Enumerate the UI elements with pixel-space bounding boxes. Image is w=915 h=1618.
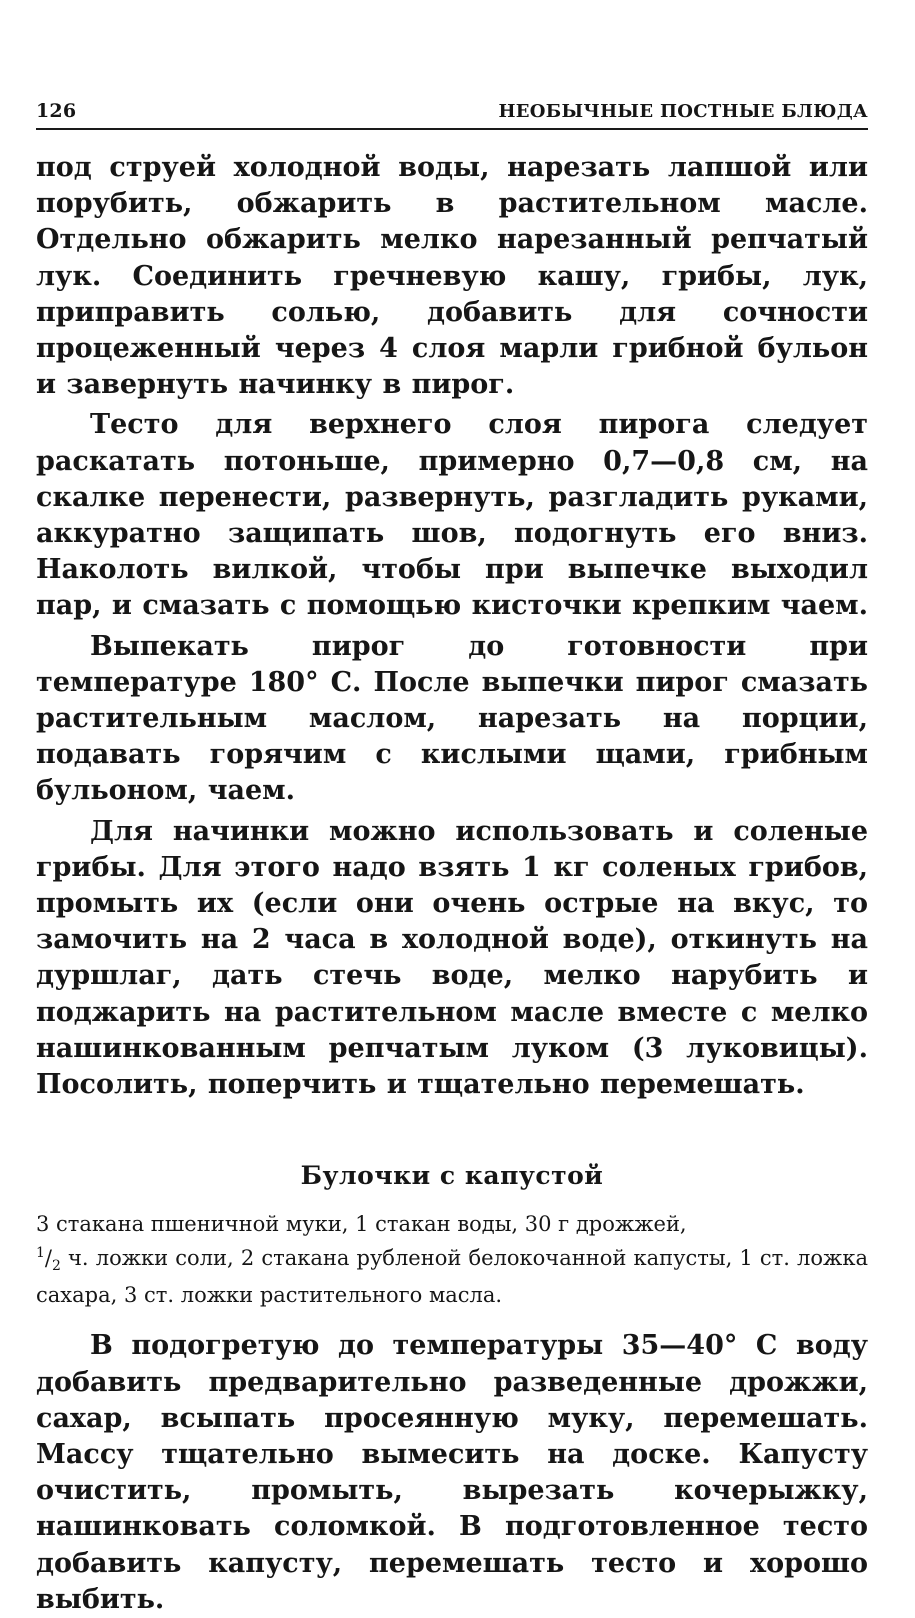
fraction-denominator: 2: [52, 1258, 61, 1275]
ingredients-text: ч. ложки соли, 2 стакана рубленой белокочанной капусты, 1 ст. ложка сахара, 3 ст. ложки растительного масла.: [36, 1246, 868, 1308]
recipe-ingredients: 3 стакана пшеничной муки, 1 стакан воды, 30 г дрожжей, $^1/_2$ ч. ложки соли, 2 стакана рубленой белокочанной капусты, 1 ст. ложка сахара, 3 ст. ложки растительного масла.: [36, 1212, 868, 1308]
page-number: 126: [36, 100, 77, 122]
main-text: [36, 150, 868, 1103]
book-page: [36, 88, 868, 1618]
section-title: НЕОБЫЧНЫЕ ПОСТНЫЕ БЛЮДА: [498, 101, 868, 122]
running-header: [36, 88, 868, 122]
ingredients-text: 3 стакана пшеничной муки, 1 стакан воды, 30 г дрожжей,: [36, 1212, 687, 1237]
header-rule: [36, 128, 868, 130]
fraction-numerator: 1: [36, 1245, 45, 1262]
recipe-title: Булочки с капустой: [300, 1161, 604, 1191]
paragraph: В подогретую до температуры 35—40° С воду добавить предварительно разведенные дрожжи, сахар, всыпать просеянную муку, перемешать. Массу тщательно вымесить на доске. Капусту очистить, промыть, вырезать кочерыжку, нашинковать соломкой. В подготовленное тесто добавить капусту, перемешать тесто и хорошо выбить.: [36, 1330, 868, 1615]
paragraph-continued: под струей холодной воды, нарезать лапшой или порубить, обжарить в растительном масле. Отдельно обжарить мелко нарезанный репчатый лук. Соединить гречневую кашу, грибы, лук, приправить солью, добавить для сочности процеженный через 4 слоя марли грибной бульон и завернуть начинку в пирог.: [36, 152, 868, 401]
recipe-method: [36, 1328, 868, 1618]
paragraph: Для начинки можно использовать и соленые грибы. Для этого надо взять 1 кг соленых грибов, промыть их (если они очень острые на вкус, то замочить на 2 часа в холодной воде), откинуть на дуршлаг, дать стечь воде, мелко нарубить и поджарить на растительном масле вместе с мелко нашинкованным репчатым луком (3 луковицы). Посолить, поперчить и тщательно перемешать.: [36, 815, 868, 1101]
paragraph: Выпекать пирог до готовности при температуре 180° С. После выпечки пирог смазать растительным маслом, нарезать на порции, подавать горячим с кислыми щами, грибным бульоном, чаем.: [36, 630, 868, 807]
paragraph: Тесто для верхнего слоя пирога следует раскатать потоньше, примерно 0,7—0,8 см, на скалке перенести, развернуть, разгладить руками, аккуратно защипать шов, подогнуть его вниз. Наколоть вилкой, чтобы при выпечке выходил пар, и смазать с помощью кисточки крепким чаем.: [36, 409, 869, 622]
